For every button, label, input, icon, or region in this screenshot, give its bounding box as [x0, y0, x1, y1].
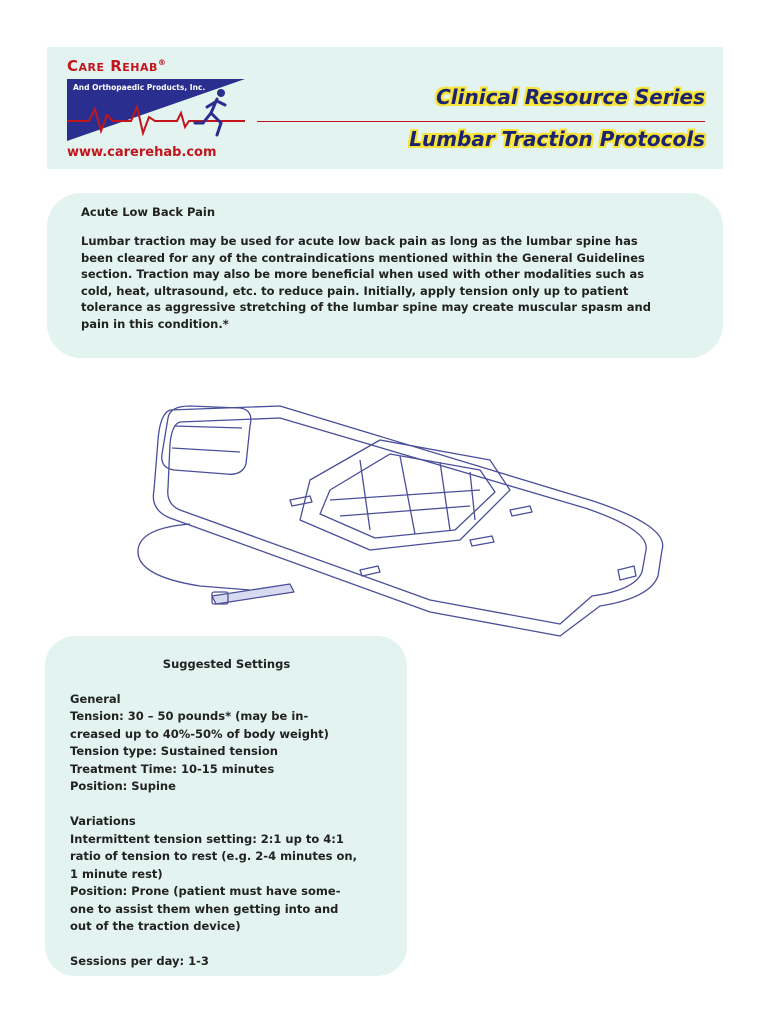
brand-name: Care Rehab	[67, 57, 158, 75]
variation-line: Position: Prone (patient must have some-	[70, 884, 341, 898]
paragraph-line: tolerance as aggressive stretching of the lumbar spine may create muscular spasm and	[81, 300, 651, 314]
brand-mark: ®	[157, 58, 167, 67]
page-title: Lumbar Traction Protocols	[409, 127, 705, 151]
general-heading: General	[70, 691, 121, 706]
variations-heading: Variations	[70, 814, 136, 828]
sessions-per-day: Sessions per day: 1-3	[70, 954, 209, 968]
paragraph-line: been cleared for any of the contraindications mentioned within the General Guidelines	[81, 250, 645, 265]
acute-low-back-pain-panel	[47, 193, 723, 358]
setting-line: creased up to 40%-50% of body weight)	[70, 726, 329, 741]
variation-line: 1 minute rest)	[70, 866, 163, 881]
setting-line: Treatment Time: 10-15 minutes	[70, 761, 275, 776]
paragraph-line: section. Traction may also be more beneficial when used with other modalities such as	[81, 267, 645, 281]
variation-line: ratio of tension to rest (e.g. 2-4 minutes on,	[70, 849, 357, 863]
setting-line: Tension type: Sustained tension	[70, 744, 278, 758]
paragraph-line: Lumbar traction may be used for acute low back pain as long as the lumbar spine has	[81, 234, 638, 248]
variation-line: one to assist them when getting into and	[70, 901, 339, 916]
suggested-settings-panel	[45, 636, 407, 976]
variation-line: Intermittent tension setting: 2:1 up to 4:1	[70, 831, 344, 846]
header-divider	[257, 121, 705, 122]
website-link[interactable]: www.carerehab.com	[67, 145, 217, 160]
variation-line: out of the traction device)	[70, 919, 241, 933]
series-title: Clinical Resource Series	[436, 85, 705, 109]
acute-paragraph	[81, 233, 689, 332]
header-banner	[47, 47, 723, 169]
paragraph-line: pain in this condition.*	[81, 316, 229, 331]
section-heading: Acute Low Back Pain	[81, 205, 216, 219]
lumbar-traction-table-sketch-icon	[130, 400, 670, 640]
spacer	[70, 796, 383, 814]
spacer	[70, 936, 383, 954]
setting-line: Position: Supine	[70, 779, 176, 793]
settings-heading: Suggested Settings	[162, 657, 291, 671]
brand-subtitle: And Orthopaedic Products, Inc.	[73, 83, 206, 92]
brand-logo	[67, 57, 166, 75]
paragraph-line: cold, heat, ultrasound, etc. to reduce pain. Initially, apply tension only up to patient	[81, 283, 629, 298]
setting-line: Tension: 30 – 50 pounds* (may be in-	[70, 709, 309, 723]
